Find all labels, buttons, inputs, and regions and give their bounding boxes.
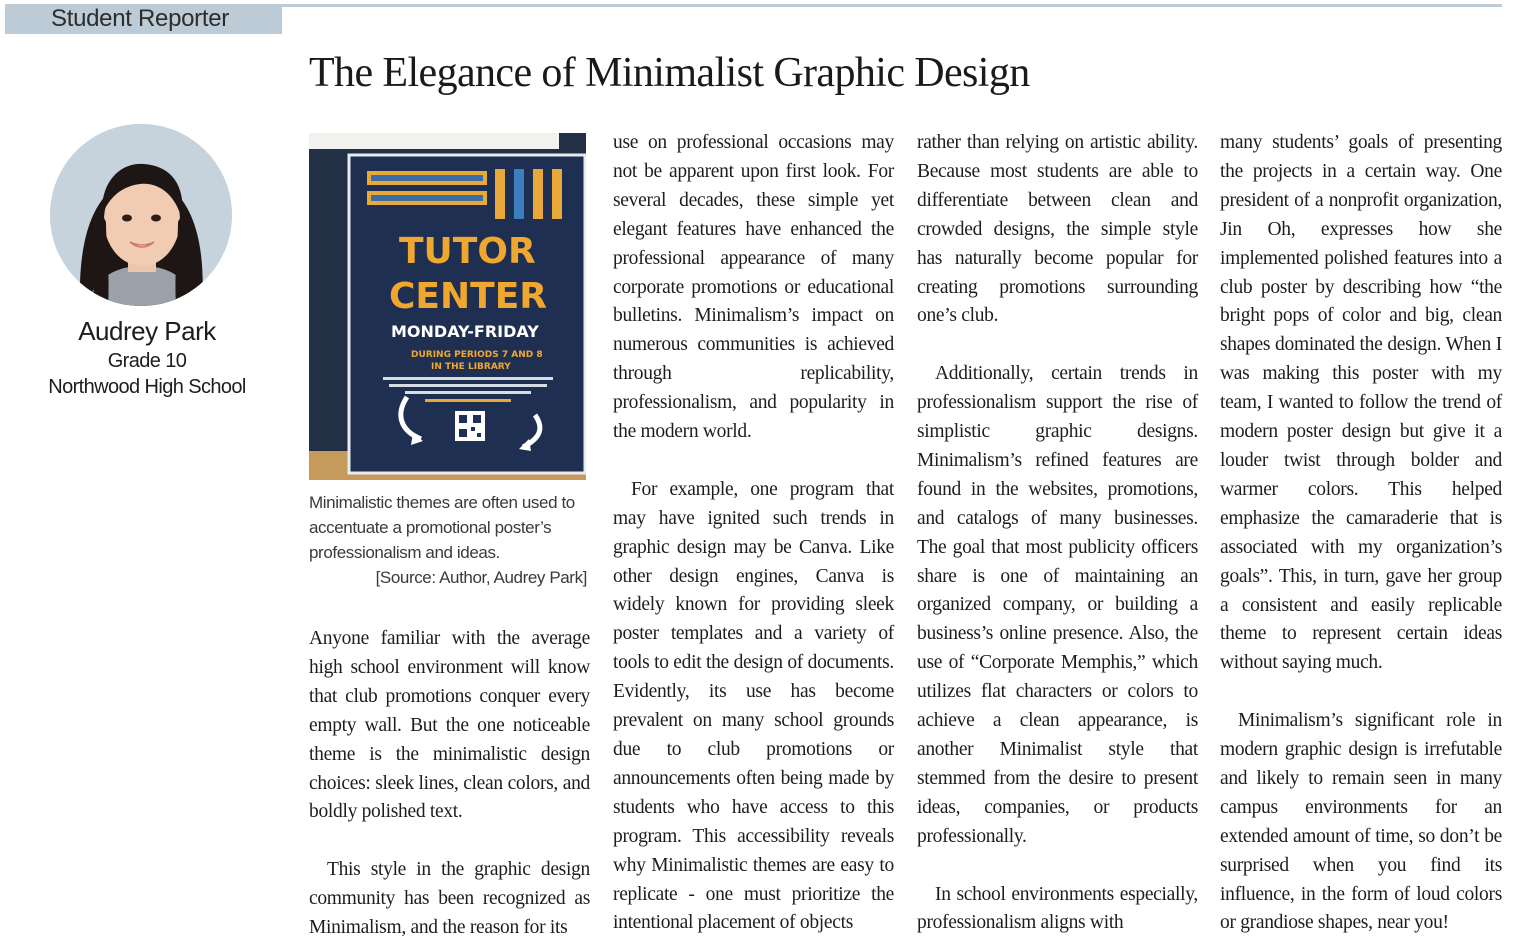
author-grade: Grade 10 xyxy=(107,350,187,372)
paragraph: rather than relying on artistic ability. Because most students are able to differentiate between clean and crowded designs, the simple style has naturally become popular for creating promotions surrounding one’s club. xyxy=(917,132,1198,327)
author-name: Audrey Park xyxy=(78,316,216,346)
paragraph: For example, one program that may have ignited such trends in graphic design may be Canva. Like other design engines, Canva is widely known for providing sleek poster templates and a variety of tools to edit the design of documents. Evidently, its use has become prevalent on many school grounds due to club promotions or announcements often being made by students who have access to this program. This accessibility reveals why Minimalistic themes are easy to replicate - one must prioritize the intentional placement of objects xyxy=(613,478,894,934)
paragraph: Additionally, certain trends in professionalism support the rise of simplistic graphic designs. Minimalism’s refined features are found in the websites, promotions, and catalogs of many businesses. The goal that most publicity officers share is one of maintaining an organized company, or building a business’s online presence. Also, the use of “Corporate Memphis,” which utilizes flat characters or colors to achieve a clean appearance, is another Minimalist style that stemmed from the desire to present ideas, companies, or products professionally. xyxy=(917,363,1198,847)
article-column-2 xyxy=(613,129,894,938)
top-rule xyxy=(282,4,1502,7)
caption-source: [Source: Author, Audrey Park] xyxy=(375,568,587,587)
poster-title-line1: TUTOR xyxy=(399,231,536,272)
paragraph: Minimalism’s significant role in modern graphic design is irrefutable and likely to remain seen in many campus environments for an extended amount of time, so don’t be surprised when you find its influence, in the form of loud colors or grandiose shapes, near you! xyxy=(1220,710,1502,934)
article-column-1 xyxy=(309,625,590,943)
article-column-4 xyxy=(1220,129,1502,938)
author-info xyxy=(20,314,274,400)
article-column-3 xyxy=(917,129,1198,938)
poster-photo xyxy=(309,133,586,480)
section-tag: Student Reporter xyxy=(5,4,282,34)
poster-title-line2: CENTER xyxy=(389,276,548,317)
poster-days: MONDAY-FRIDAY xyxy=(391,322,539,341)
poster-location: IN THE LIBRARY xyxy=(431,362,511,372)
paragraph: In school environments especially, professionalism aligns with xyxy=(917,883,1198,934)
paragraph: Anyone familiar with the average high school environment will know that club promotions conquer every empty wall. But the one noticeable theme is the minimalistic design choices: sleek lines, clean colors, and boldly polished text. xyxy=(309,628,590,823)
paragraph: many students’ goals of presenting the projects in a certain way. One president of a nonprofit organization, Jin Oh, expresses how she implemented polished features into a club poster by describing how “the bright pops of color and big, clean shapes dominated the design. When I was making this poster with my team, I wanted to follow the trend of modern poster design but give it a louder twist through bolder and warmer colors. This helped emphasize the camaraderie that is associated with my organization’s goals”. This, in turn, gave her group a consistent and easily replicable theme to represent certain ideas without saying much. xyxy=(1220,132,1502,674)
paragraph: use on professional occasions may not be apparent upon first look. For several decades, these simple yet elegant features have enhanced the professional appearance of many corporate promotions or educational bulletins. Minimalism’s impact on numerous communities is achieved through replicability, professionalism, and popularity in the modern world. xyxy=(613,132,894,443)
paragraph: This style in the graphic design community has been recognized as Minimalism, and the reason for its xyxy=(309,859,590,939)
author-photo xyxy=(50,124,232,306)
photo-caption xyxy=(309,490,587,590)
caption-text: Minimalistic themes are often used to accentuate a promotional poster’s professionalism and ideas. xyxy=(309,493,575,562)
author-school: Northwood High School xyxy=(48,376,246,398)
headline: The Elegance of Minimalist Graphic Design xyxy=(309,50,1030,96)
poster-periods: DURING PERIODS 7 AND 8 xyxy=(411,350,543,360)
